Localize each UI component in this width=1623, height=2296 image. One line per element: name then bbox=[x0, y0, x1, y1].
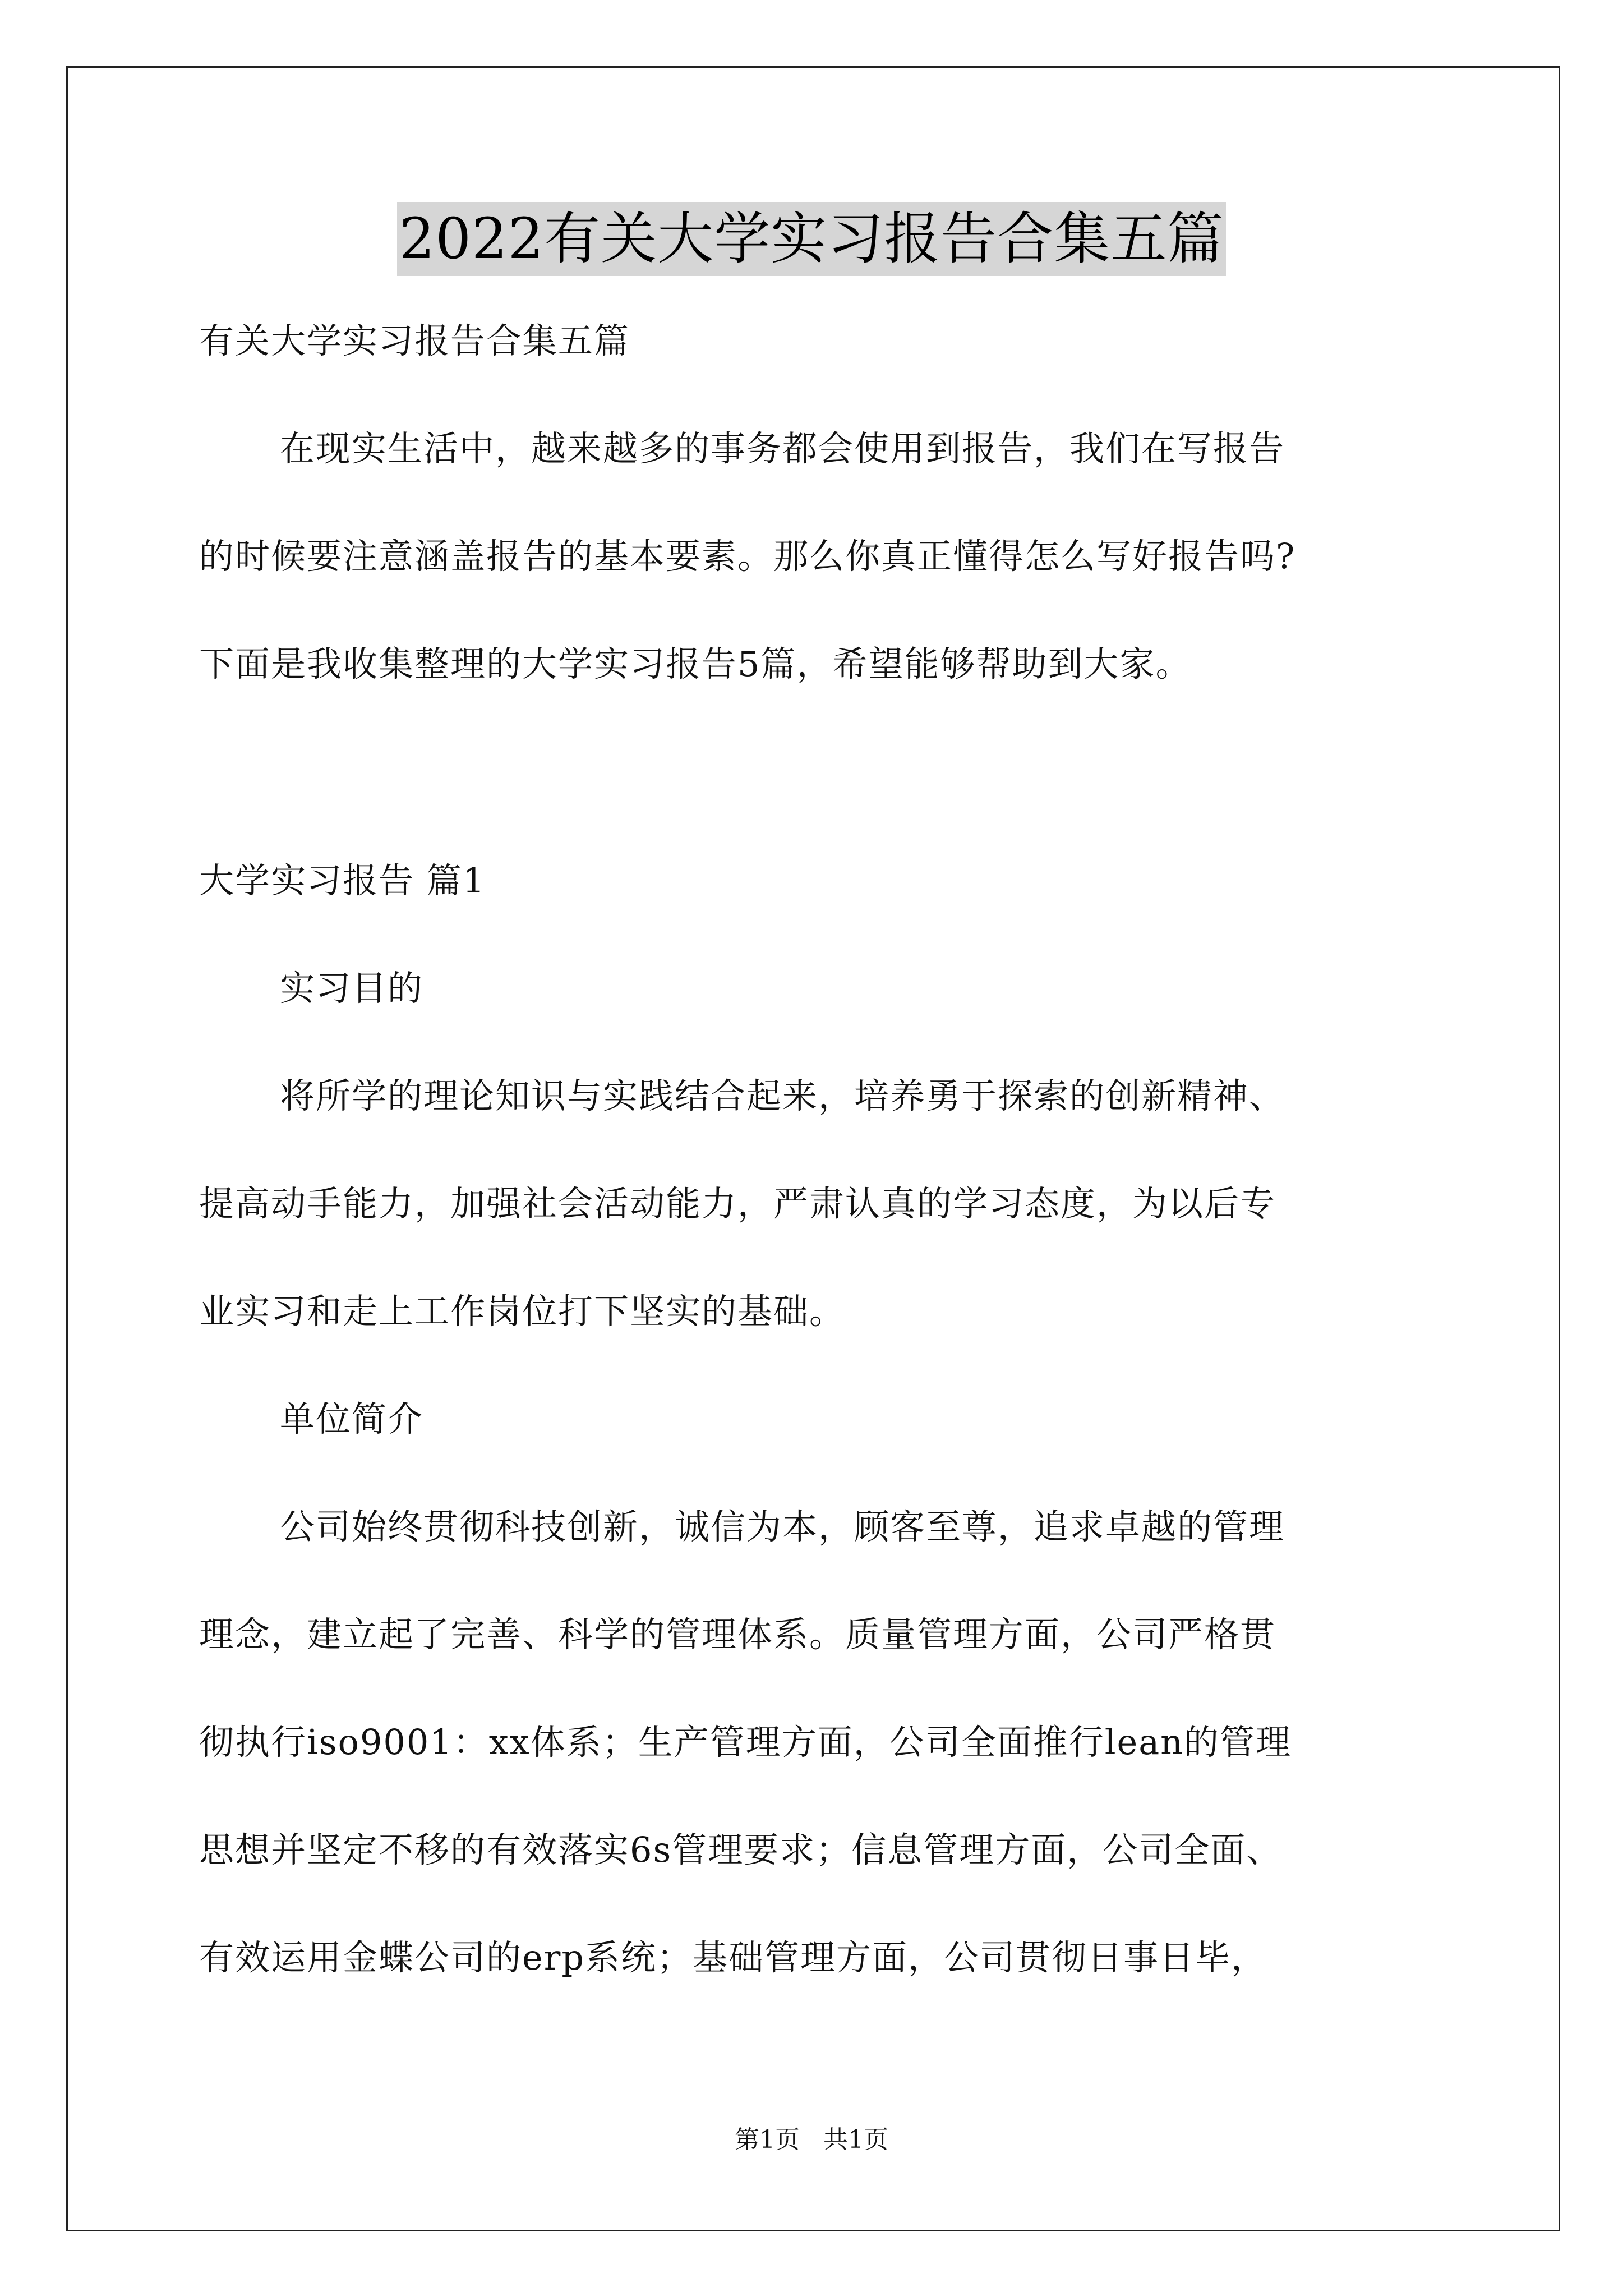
page-number-current: 第1页 bbox=[735, 2125, 800, 2154]
section-heading: 大学实习报告 篇1 bbox=[199, 860, 486, 901]
document-title: 2022有关大学实习报告合集五篇 bbox=[397, 202, 1227, 276]
spacer bbox=[199, 1554, 1467, 1608]
unit-line: 彻执行iso9001：xx体系；生产管理方面，公司全面推行lean的管理 bbox=[199, 1722, 1292, 1763]
subtitle: 有关大学实习报告合集五篇 bbox=[199, 320, 630, 361]
unit-line: 理念，建立起了完善、科学的管理体系。质量管理方面，公司严格贯 bbox=[199, 1614, 1276, 1655]
spacer bbox=[199, 476, 1467, 530]
unit-line: 思想并坚定不移的有效落实6s管理要求；信息管理方面，公司全面、 bbox=[199, 1829, 1283, 1870]
title-container bbox=[0, 202, 1623, 276]
document-body bbox=[199, 314, 1467, 1985]
spacer bbox=[199, 1123, 1467, 1177]
spacer bbox=[199, 1338, 1467, 1392]
spacer bbox=[199, 1231, 1467, 1285]
intro-line: 在现实生活中，越来越多的事务都会使用到报告，我们在写报告 bbox=[280, 428, 1285, 469]
unit-heading: 单位简介 bbox=[280, 1398, 424, 1439]
intro-line: 的时候要注意涵盖报告的基本要素。那么你真正懂得怎么写好报告吗? bbox=[199, 536, 1296, 577]
spacer bbox=[199, 583, 1467, 637]
purpose-line: 将所学的理论知识与实践结合起来，培养勇于探索的创新精神、 bbox=[280, 1075, 1285, 1116]
unit-line: 有效运用金蝶公司的erp系统；基础管理方面，公司贯彻日事日毕， bbox=[199, 1937, 1267, 1978]
intro-line: 下面是我收集整理的大学实习报告5篇，希望能够帮助到大家。 bbox=[199, 643, 1192, 684]
spacer bbox=[199, 691, 1467, 854]
spacer bbox=[199, 908, 1467, 961]
purpose-line: 提高动手能力，加强社会活动能力，严肃认真的学习态度，为以后专 bbox=[199, 1183, 1276, 1224]
spacer bbox=[199, 1015, 1467, 1069]
spacer bbox=[199, 1662, 1467, 1715]
unit-line: 公司始终贯彻科技创新，诚信为本，顾客至尊，追求卓越的管理 bbox=[280, 1506, 1285, 1547]
spacer bbox=[199, 1446, 1467, 1500]
page-number-total: 共1页 bbox=[823, 2125, 888, 2154]
purpose-heading: 实习目的 bbox=[280, 968, 424, 1009]
spacer bbox=[199, 368, 1467, 422]
page-footer bbox=[0, 2123, 1623, 2157]
purpose-line: 业实习和走上工作岗位打下坚实的基础。 bbox=[199, 1291, 846, 1332]
spacer bbox=[199, 1877, 1467, 1931]
spacer bbox=[199, 1769, 1467, 1823]
